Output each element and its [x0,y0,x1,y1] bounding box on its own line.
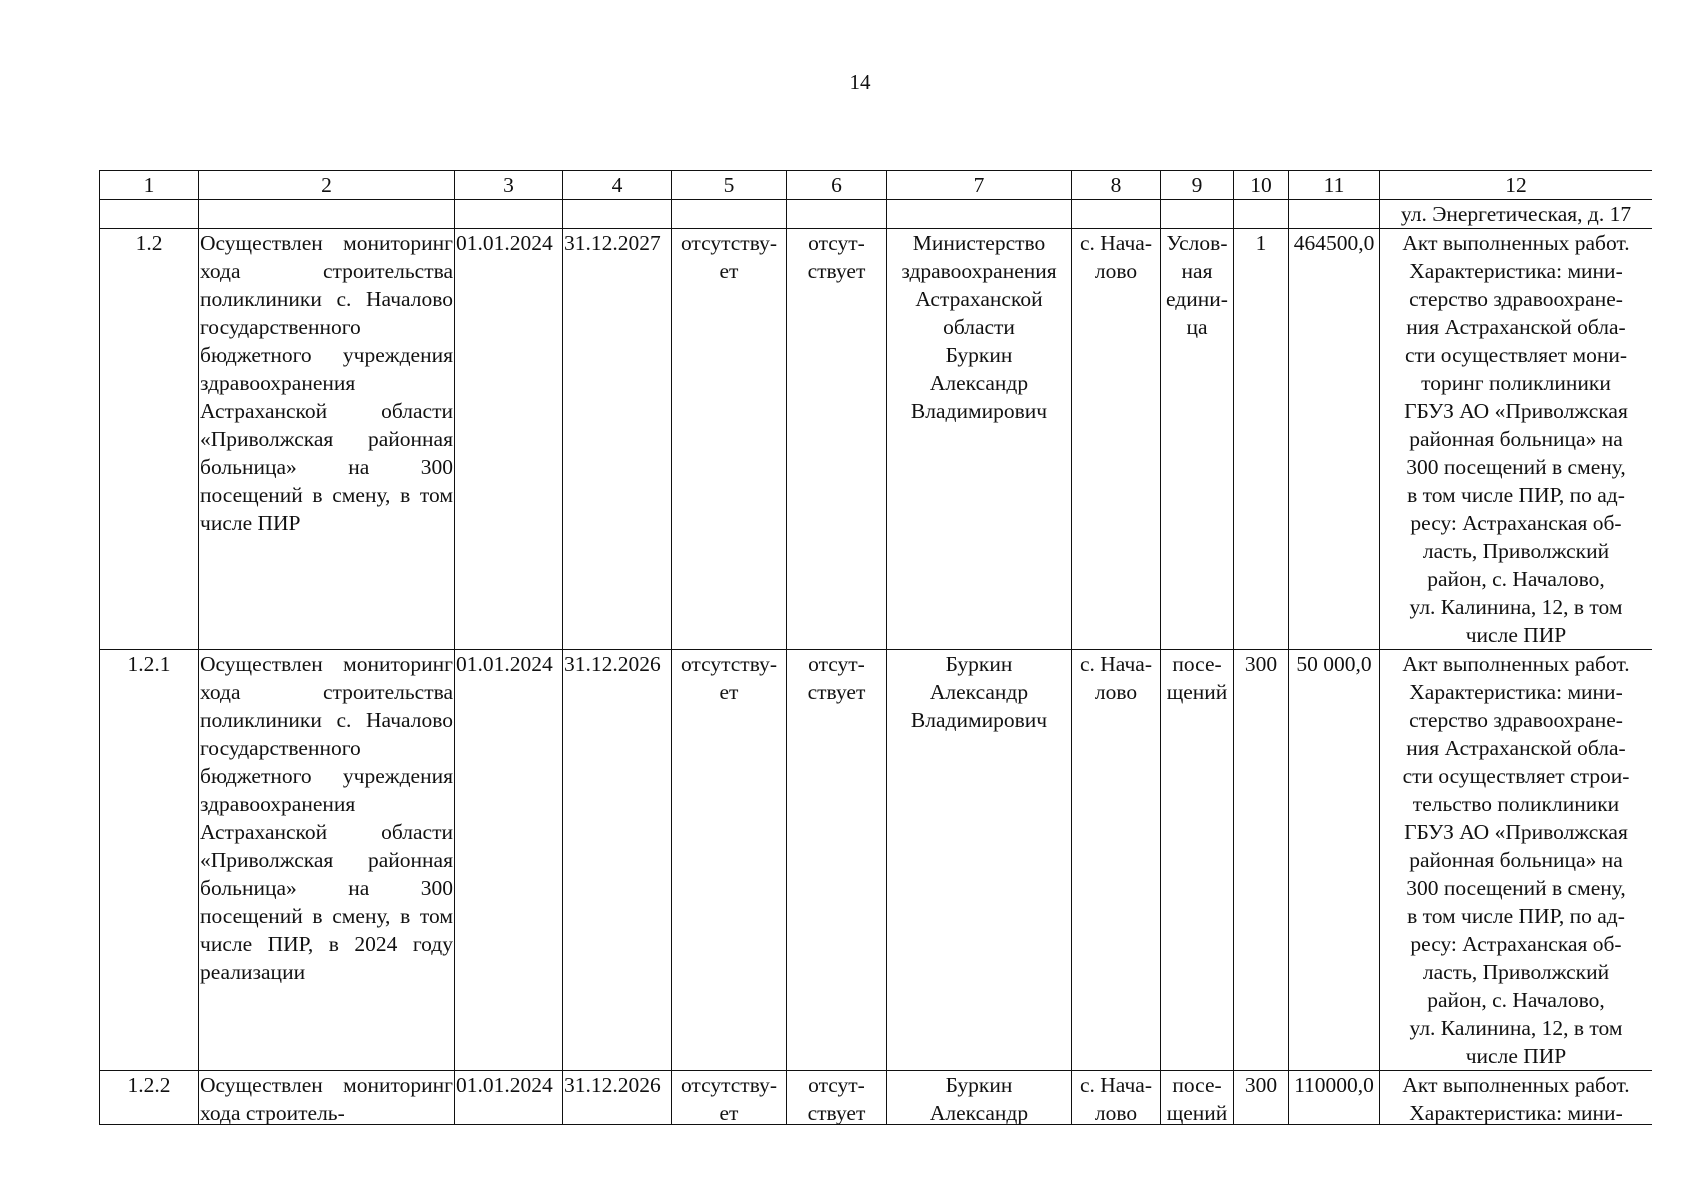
row-number: 1.2.1 [100,650,199,1071]
row-responsible: Министерство здравоохранения Астраханской области Буркин Александр Владимирович [887,229,1072,650]
row-result: Акт выполненных работ. Характеристика: мини- [1380,1071,1653,1126]
row-amount: 50 000,0 [1289,650,1380,1071]
row-start-date: 01.01.2024 [455,1071,563,1126]
row-result: Акт выполненных работ. Характеристика: мини- стерство здравоохране- ния Астраханской обла- сти осуществляет мони- торинг поликлиники ГБУЗ АО «Приволжская районная больница» на 300 посещений в смену, в том числе ПИР, по ад- ресу: Астраханская об- ласть, Приволжский район, с. Началово, ул. Калинина, 12, в том числе ПИР [1380,229,1653,650]
header-cell-4: 4 [563,171,672,200]
row-col6: отсут- ствует [787,229,887,650]
continuation-row [100,200,1653,229]
row-col5: отсутству- ет [672,650,787,1071]
row-quantity: 300 [1234,650,1289,1071]
row-col6: отсут- ствует [787,650,887,1071]
header-cell-6: 6 [787,171,887,200]
row-number: 1.2.2 [100,1071,199,1126]
header-row [100,171,1653,200]
row-location: с. Нача- лово [1072,650,1161,1071]
row-end-date: 31.12.2027 [563,229,672,650]
row-amount: 464500,0 [1289,229,1380,650]
row-start-date: 01.01.2024 [455,650,563,1071]
row-quantity: 300 [1234,1071,1289,1126]
row-end-date: 31.12.2026 [563,1071,672,1126]
table-row [100,650,1653,1071]
header-cell-3: 3 [455,171,563,200]
row-result: Акт выполненных работ. Характеристика: мини- стерство здравоохране- ния Астраханской обла- сти осуществляет строи- тельство поликлиники ГБУЗ АО «Приволжская районная больница» на 300 посещений в смену, в том числе ПИР, по ад- ресу: Астраханская об- ласть, Приволжский район, с. Началово, ул. Калинина, 12, в том числе ПИР [1380,650,1653,1071]
row-amount: 110000,0 [1289,1071,1380,1126]
row-col5: отсутству- ет [672,229,787,650]
row-description: Осуществлен мониторинг хода строительства поликлиники с. Началово государственного бюджетного учреждения здравоохранения Астраханской области «Приволжская районная больница» на 300 посещений в смену, в том числе ПИР, в 2024 году реализации [199,650,455,1071]
row-unit: посе- щений [1161,650,1234,1071]
header-cell-2: 2 [199,171,455,200]
table-row [100,1071,1653,1126]
header-cell-10: 10 [1234,171,1289,200]
row-end-date: 31.12.2026 [563,650,672,1071]
header-cell-11: 11 [1289,171,1380,200]
header-cell-9: 9 [1161,171,1234,200]
table-row [100,229,1653,650]
header-cell-12: 12 [1380,171,1653,200]
row-number: 1.2 [100,229,199,650]
measures-table-container [99,170,1652,1125]
row-location: с. Нача- лово [1072,1071,1161,1126]
continuation-address: ул. Энергетическая, д. 17 [1380,200,1653,229]
row-unit: посе- щений [1161,1071,1234,1126]
row-col6: отсут- ствует [787,1071,887,1126]
header-cell-5: 5 [672,171,787,200]
header-cell-7: 7 [887,171,1072,200]
row-responsible: Буркин Александр [887,1071,1072,1126]
page-number: 14 [849,70,871,94]
row-quantity: 1 [1234,229,1289,650]
row-description: Осуществлен мониторинг хода строительства поликлиники с. Началово государственного бюджетного учреждения здравоохранения Астраханской области «Приволжская районная больница» на 300 посещений в смену, в том числе ПИР [199,229,455,650]
row-responsible: Буркин Александр Владимирович [887,650,1072,1071]
measures-table [99,170,1652,1125]
row-start-date: 01.01.2024 [455,229,563,650]
header-cell-1: 1 [100,171,199,200]
row-unit: Услов- ная едини- ца [1161,229,1234,650]
header-cell-8: 8 [1072,171,1161,200]
row-description: Осуществлен мониторинг хода строитель- [199,1071,455,1126]
row-col5: отсутству- ет [672,1071,787,1126]
row-location: с. Нача- лово [1072,229,1161,650]
